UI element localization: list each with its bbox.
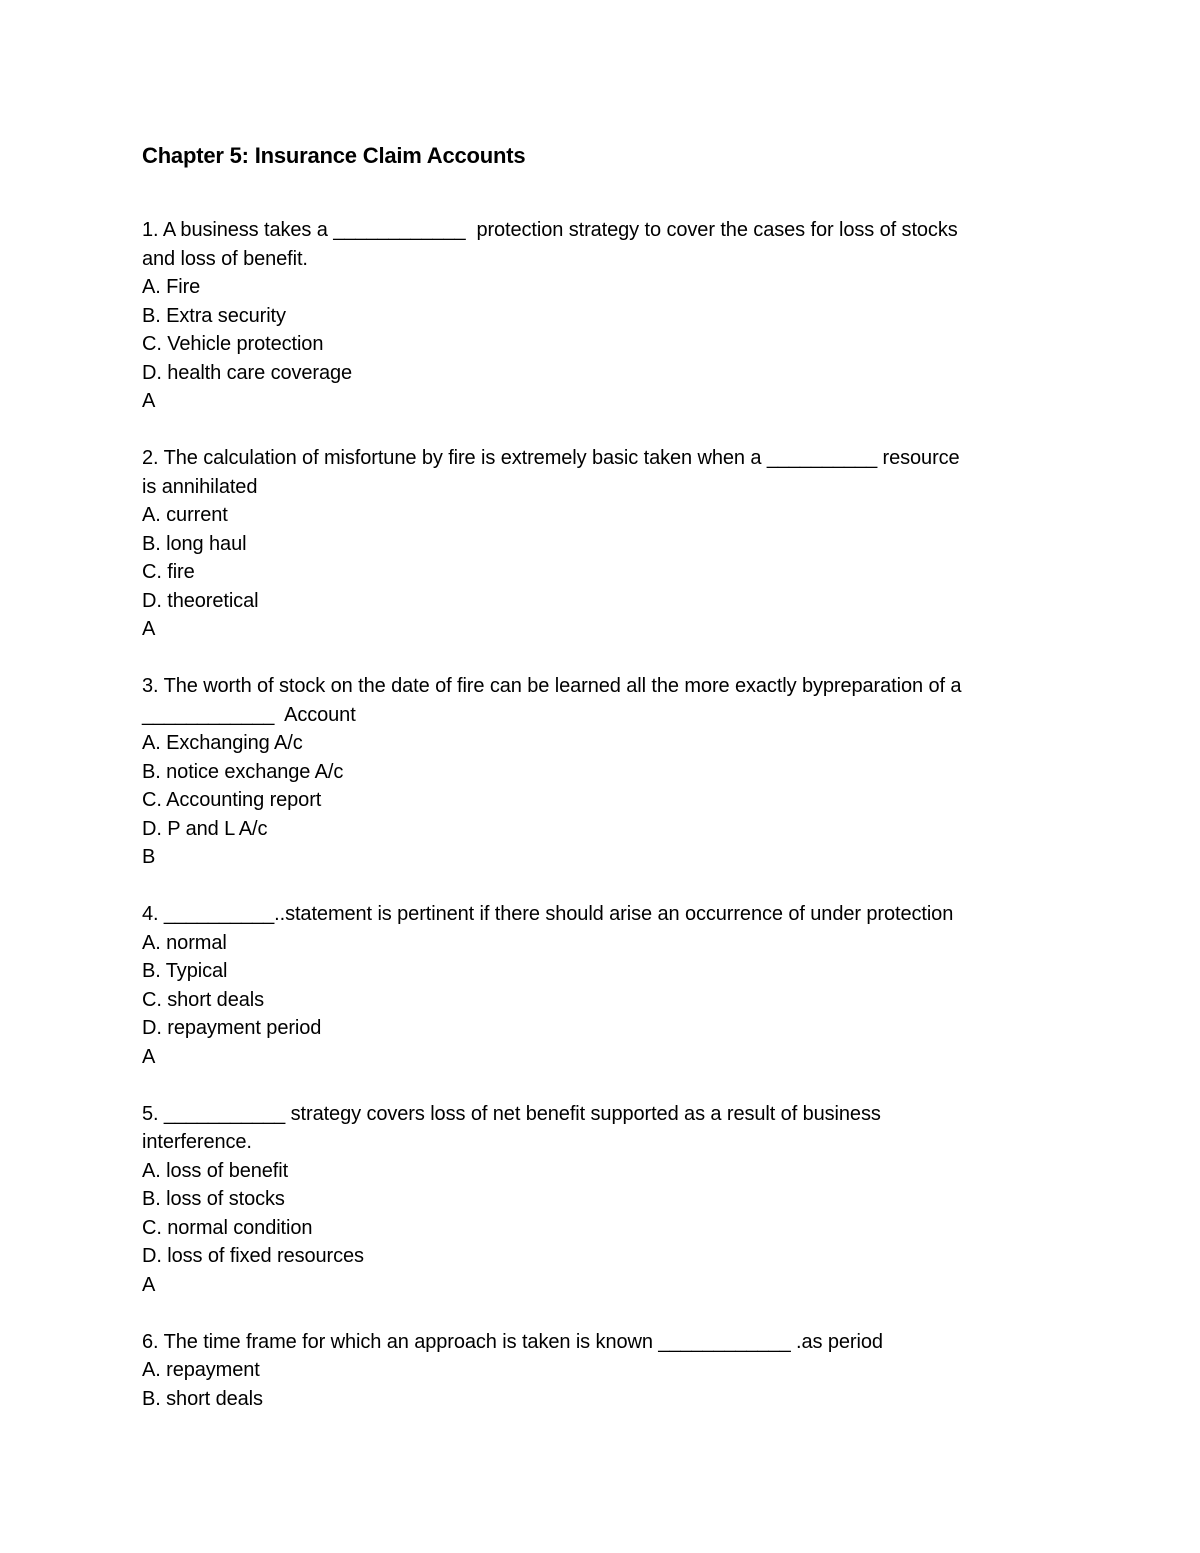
answer-option: B. Extra security <box>142 304 286 327</box>
answer-option: C. short deals <box>142 988 264 1011</box>
correct-answer: A <box>142 1273 156 1296</box>
question-2 <box>142 444 1057 644</box>
answer-option: A. normal <box>142 931 227 954</box>
answer-option: C. fire <box>142 561 195 583</box>
question-1 <box>142 216 1057 416</box>
question-4 <box>142 900 1057 1071</box>
answer-option: C. normal condition <box>142 1216 313 1239</box>
question-stem-line: 5. ___________ strategy covers loss of net benefit supported as a result of business <box>142 1102 881 1125</box>
answer-option: B. long haul <box>142 532 247 555</box>
answer-option: D. theoretical <box>142 589 259 612</box>
answer-option: D. repayment period <box>142 1017 322 1039</box>
answer-option: D. P and L A/c <box>142 817 268 840</box>
answer-option: B. short deals <box>142 1387 263 1410</box>
answer-option: A. Fire <box>142 276 201 298</box>
question-stem-line: 6. The time frame for which an approach is taken is known ____________ .as period <box>142 1330 883 1353</box>
answer-option: B. loss of stocks <box>142 1188 285 1210</box>
question-stem-line: ____________ Account <box>142 703 356 726</box>
answer-option: C. Vehicle protection <box>142 333 324 355</box>
question-5 <box>142 1100 1057 1300</box>
question-stem-line: 3. The worth of stock on the date of fire can be learned all the more exactly bypreparation of a <box>142 675 962 697</box>
correct-answer: A <box>142 390 156 412</box>
correct-answer: B <box>142 846 156 868</box>
question-stem-line: interference. <box>142 1131 252 1153</box>
answer-option: C. Accounting report <box>142 789 322 811</box>
answer-option: A. loss of benefit <box>142 1159 289 1182</box>
question-stem-line: 4. __________..statement is pertinent if there should arise an occurrence of under protection <box>142 903 954 925</box>
question-list <box>142 216 1057 1413</box>
question-stem-line: 1. A business takes a ____________ protection strategy to cover the cases for loss of stocks <box>142 219 958 241</box>
answer-option: A. repayment <box>142 1359 260 1381</box>
question-stem-line: and loss of benefit. <box>142 247 308 270</box>
answer-option: A. current <box>142 504 228 526</box>
correct-answer: A <box>142 618 156 640</box>
question-6 <box>142 1328 1057 1414</box>
answer-option: D. health care coverage <box>142 361 353 384</box>
document-title: Chapter 5: Insurance Claim Accounts <box>142 143 526 168</box>
question-3 <box>142 672 1057 872</box>
answer-option: B. notice exchange A/c <box>142 760 344 783</box>
question-stem-line: is annihilated <box>142 475 258 498</box>
correct-answer: A <box>142 1045 156 1068</box>
answer-option: D. loss of fixed resources <box>142 1245 364 1267</box>
answer-option: A. Exchanging A/c <box>142 732 303 754</box>
document-page <box>142 140 1057 1442</box>
question-stem-line: 2. The calculation of misfortune by fire is extremely basic taken when a __________ resource <box>142 447 960 469</box>
answer-option: B. Typical <box>142 960 228 982</box>
